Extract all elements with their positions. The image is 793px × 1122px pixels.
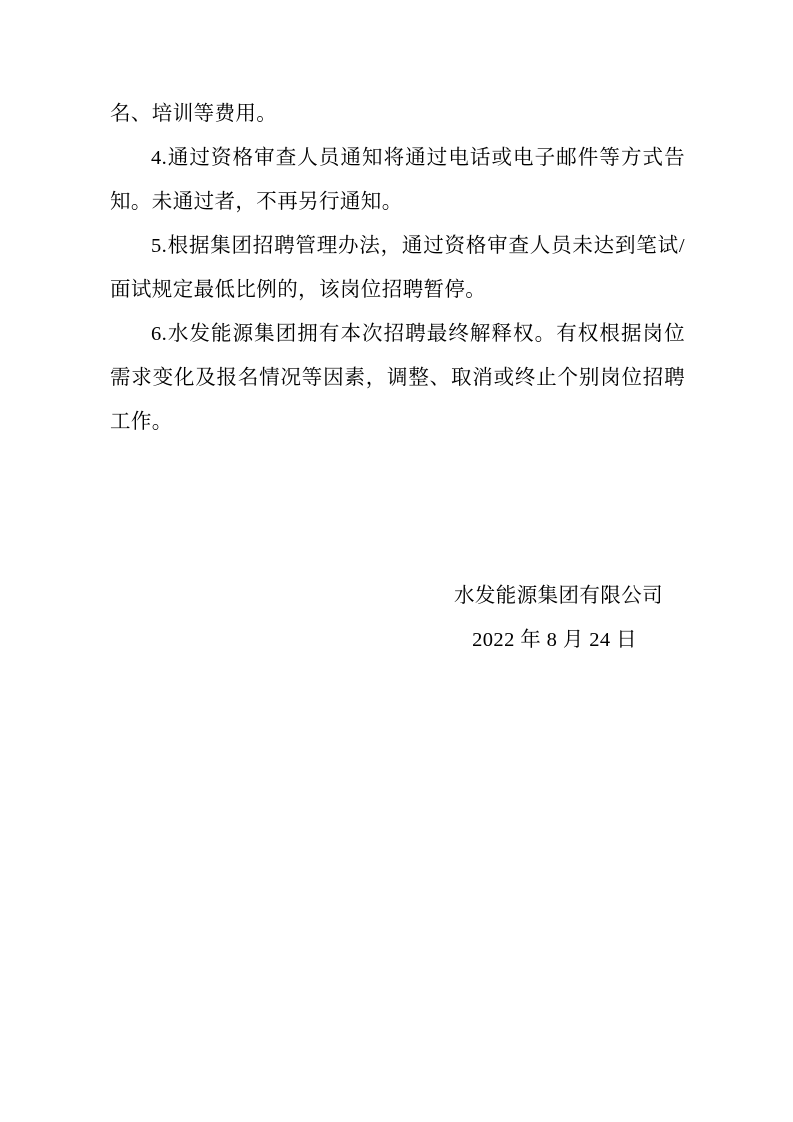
paragraph-item-5: 5.根据集团招聘管理办法，通过资格审查人员未达到笔试/面试规定最低比例的，该岗位招聘暂停。 bbox=[110, 235, 685, 301]
paragraph-item-6: 6.水发能源集团拥有本次招聘最终解释权。有权根据岗位需求变化及报名情况等因素，调整、取消或终止个别岗位招聘工作。 bbox=[110, 323, 685, 433]
document-body bbox=[110, 92, 685, 444]
paragraph-continuation: 名、培训等费用。 bbox=[110, 103, 278, 125]
paragraph-item-4: 4.通过资格审查人员通知将通过电话或电子邮件等方式告知。未通过者，不再另行通知。 bbox=[110, 147, 685, 213]
signature-company: 水发能源集团有限公司 bbox=[454, 585, 663, 607]
signature-date: 2022 年 8 月 24 日 bbox=[472, 629, 637, 651]
signature-block bbox=[110, 574, 685, 662]
